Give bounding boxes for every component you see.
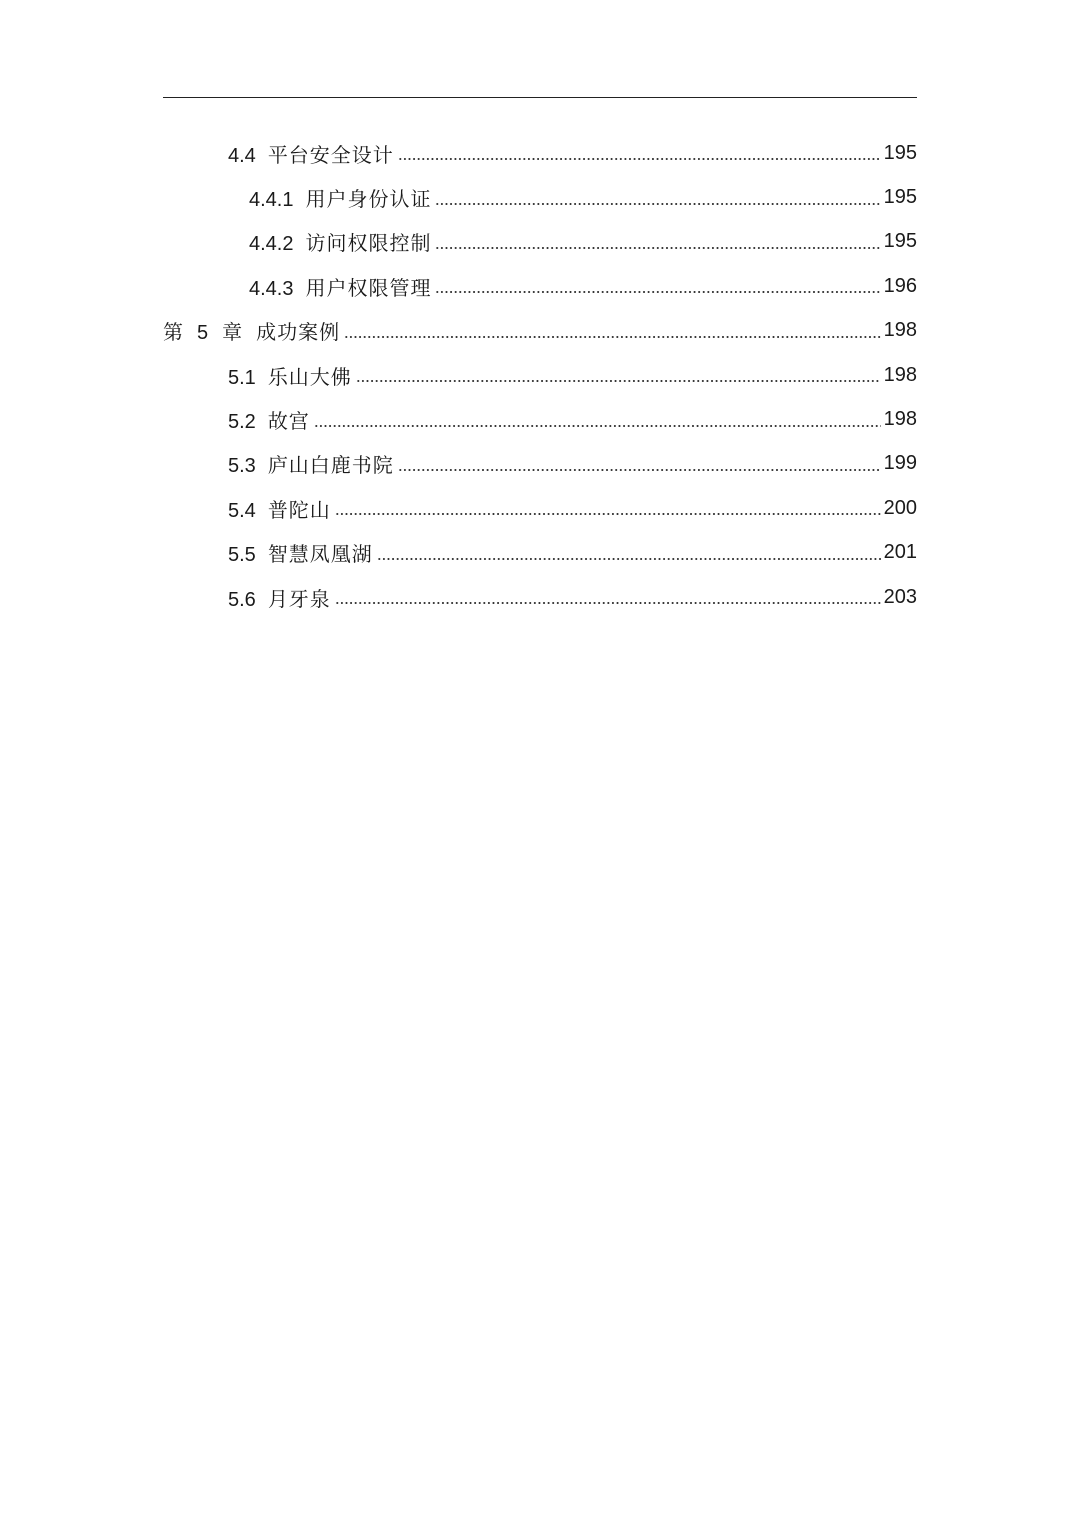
page-number: 198 bbox=[883, 408, 917, 431]
chapter-title: 成功案例 bbox=[256, 320, 341, 345]
toc-entry-label bbox=[249, 272, 431, 301]
dot-leader bbox=[344, 321, 881, 341]
page-number: 195 bbox=[883, 186, 917, 209]
header-rule bbox=[163, 97, 917, 98]
toc-entry-5-2[interactable] bbox=[0, 397, 917, 441]
section-number: 5.3 bbox=[228, 455, 256, 478]
dot-leader bbox=[435, 188, 880, 208]
dot-leader bbox=[435, 232, 880, 252]
section-number: 4.4 bbox=[228, 144, 256, 167]
section-title: 月牙泉 bbox=[267, 586, 331, 611]
section-title: 智慧凤凰湖 bbox=[267, 542, 373, 567]
toc-entry-label bbox=[249, 227, 431, 256]
section-title: 用户权限管理 bbox=[305, 275, 432, 300]
section-number: 5.1 bbox=[228, 366, 256, 389]
dot-leader bbox=[398, 454, 881, 474]
page-number: 196 bbox=[883, 274, 917, 297]
toc-entry-chapter-5[interactable] bbox=[0, 309, 917, 353]
dot-leader bbox=[377, 543, 881, 563]
toc-entry-label bbox=[228, 361, 352, 390]
toc-entry-4-4[interactable] bbox=[0, 131, 917, 175]
toc-entry-label bbox=[228, 405, 310, 434]
toc-entry-label bbox=[228, 449, 394, 478]
chapter-prefix: 第 bbox=[163, 320, 183, 345]
page-number: 195 bbox=[883, 141, 917, 164]
toc-entry-5-1[interactable] bbox=[0, 353, 917, 397]
toc-entry-label bbox=[228, 538, 373, 567]
dot-leader bbox=[335, 498, 881, 518]
dot-leader bbox=[398, 143, 881, 163]
section-number: 4.4.2 bbox=[249, 233, 294, 256]
page-number: 199 bbox=[883, 452, 917, 475]
section-title: 平台安全设计 bbox=[267, 142, 394, 167]
section-title: 乐山大佛 bbox=[267, 364, 352, 389]
section-number: 5.2 bbox=[228, 411, 256, 434]
page-number: 200 bbox=[883, 496, 917, 519]
section-number: 5.5 bbox=[228, 544, 256, 567]
section-title: 故宫 bbox=[267, 409, 310, 434]
toc-entry-label bbox=[163, 316, 340, 345]
toc-entry-5-4[interactable] bbox=[0, 486, 917, 530]
page-number: 195 bbox=[883, 230, 917, 253]
toc-entry-label bbox=[249, 183, 431, 212]
toc-entry-label bbox=[228, 494, 331, 523]
dot-leader bbox=[435, 276, 880, 296]
page-number: 198 bbox=[883, 319, 917, 342]
toc-entry-label bbox=[228, 583, 331, 612]
section-title: 访问权限控制 bbox=[305, 231, 432, 256]
section-title: 普陀山 bbox=[267, 497, 331, 522]
toc-entry-label bbox=[228, 139, 394, 168]
dot-leader bbox=[314, 410, 881, 430]
toc-entry-5-3[interactable] bbox=[0, 442, 917, 486]
table-of-contents bbox=[0, 131, 1080, 619]
toc-entry-4-4-3[interactable] bbox=[0, 264, 917, 308]
dot-leader bbox=[356, 365, 881, 385]
toc-entry-4-4-2[interactable] bbox=[0, 220, 917, 264]
page-number: 201 bbox=[883, 541, 917, 564]
section-number: 5.6 bbox=[228, 588, 256, 611]
chapter-suffix: 章 bbox=[222, 320, 243, 345]
section-title: 庐山白鹿书院 bbox=[267, 453, 394, 478]
toc-entry-5-5[interactable] bbox=[0, 531, 917, 575]
dot-leader bbox=[335, 587, 881, 607]
page-number: 198 bbox=[883, 363, 917, 386]
chapter-number: 5 bbox=[197, 322, 209, 345]
section-title: 用户身份认证 bbox=[305, 187, 432, 212]
page-number: 203 bbox=[883, 585, 917, 608]
section-number: 4.4.3 bbox=[249, 277, 294, 300]
toc-entry-5-6[interactable] bbox=[0, 575, 917, 619]
section-number: 4.4.1 bbox=[249, 189, 294, 212]
section-number: 5.4 bbox=[228, 499, 256, 522]
toc-entry-4-4-1[interactable] bbox=[0, 175, 917, 219]
